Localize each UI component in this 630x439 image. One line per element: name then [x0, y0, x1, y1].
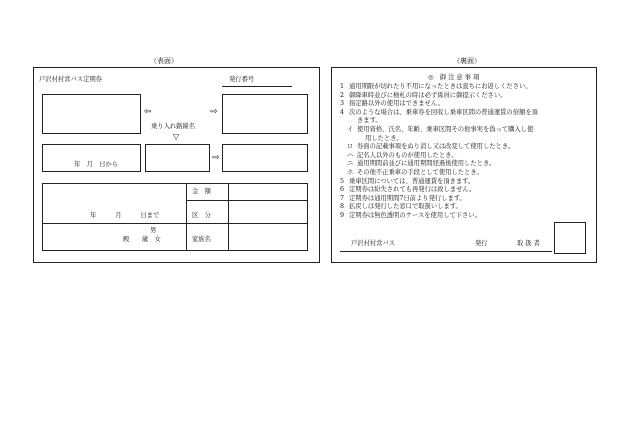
info-table — [42, 183, 308, 251]
arrow-right-icon-2: ⇨ — [212, 153, 220, 163]
note-subitem: ニ 通用期間前並びに通用期間経過後使用したとき。 — [346, 160, 496, 168]
note-continuation: きます。 — [357, 117, 382, 125]
note-item: 6 定期券は紛失されても再発行は致しません。 — [339, 186, 476, 194]
date-row-line — [43, 223, 308, 224]
origin-stop-box — [42, 94, 141, 134]
stamp-box — [554, 222, 586, 254]
family-name-label: 家族名 — [192, 236, 211, 243]
note-item: 9 定期券は無色透明のケースを使用して下さい。 — [339, 211, 481, 219]
notes-heading: ◎ 御 注 意 事 項 — [428, 74, 480, 81]
note-item: 2 御降車時並びに検札の時は必ず係員に御提示ください。 — [339, 91, 507, 99]
note-item: 3 指定路以外の使用はできません。 — [339, 100, 444, 108]
date-until-text: 年 月 日まで — [90, 212, 160, 219]
arrow-right-icon: ⇨ — [210, 107, 218, 117]
note-item: 4 次のような場合は、乗車券を回収し乗車区間の普通運賃の倍額を頂 — [339, 108, 538, 116]
footer-handler-label: 取 扱 者 — [517, 240, 540, 247]
front-card — [33, 67, 320, 263]
destination-stop-box — [222, 94, 308, 134]
section-label: 区 分 — [192, 212, 211, 219]
footer-operator-name: 戸沢村村営バス — [351, 240, 396, 247]
amount-label: 金 額 — [192, 188, 211, 195]
via-stop-box — [145, 144, 210, 172]
note-subitem: ホ その他不正乗車の手段として使用したとき。 — [346, 168, 483, 176]
info-table-divider — [186, 184, 187, 250]
date-from-box — [42, 144, 141, 172]
footer-issue-label: 発行 — [475, 240, 488, 247]
note-item: 8 払戻しは発行した窓口で取扱いします。 — [339, 203, 462, 211]
amount-row-line — [186, 200, 308, 201]
note-subitem: ロ 券面の記載事項をぬり消し又は改変して使用したとき。 — [346, 143, 515, 151]
issue-number-label: 発行番号 — [229, 76, 255, 83]
note-item: 7 定期券は通用期間7日前より発行します。 — [339, 194, 466, 202]
back-caption: （裏面） — [453, 57, 481, 65]
date-from-text: 年 月 日から — [74, 161, 119, 168]
label-divider — [228, 184, 229, 250]
male-text: 男 — [150, 227, 157, 234]
via-destination-box — [222, 144, 308, 172]
issue-number-underline — [222, 86, 292, 87]
footer-underline — [340, 251, 552, 252]
front-caption: （表面） — [150, 57, 178, 65]
route-name-label: 乗り入れ路線名 — [151, 123, 196, 130]
note-item: 5 乗車区間については、普通運賃を頂きます。 — [339, 177, 475, 185]
arrow-left-icon: ⇦ — [144, 107, 152, 117]
note-continuation: 用したとき。 — [365, 134, 403, 142]
notes-list — [336, 83, 538, 221]
front-title: 戸沢村村営バス定期券 — [39, 76, 102, 83]
note-subitem: ハ 記名人以外のものが使用したとき。 — [346, 151, 458, 159]
note-item: 1 通用期限が切れたり不用になったときは直ちにお返しください。 — [339, 83, 532, 90]
gender-age-text: 殿 歳 女 — [123, 236, 161, 243]
note-subitem: イ 使用資格、氏名、年齢、乗車区間その他事実を偽って購入し使 — [346, 125, 534, 133]
arrow-down-icon: ▽ — [173, 132, 180, 141]
